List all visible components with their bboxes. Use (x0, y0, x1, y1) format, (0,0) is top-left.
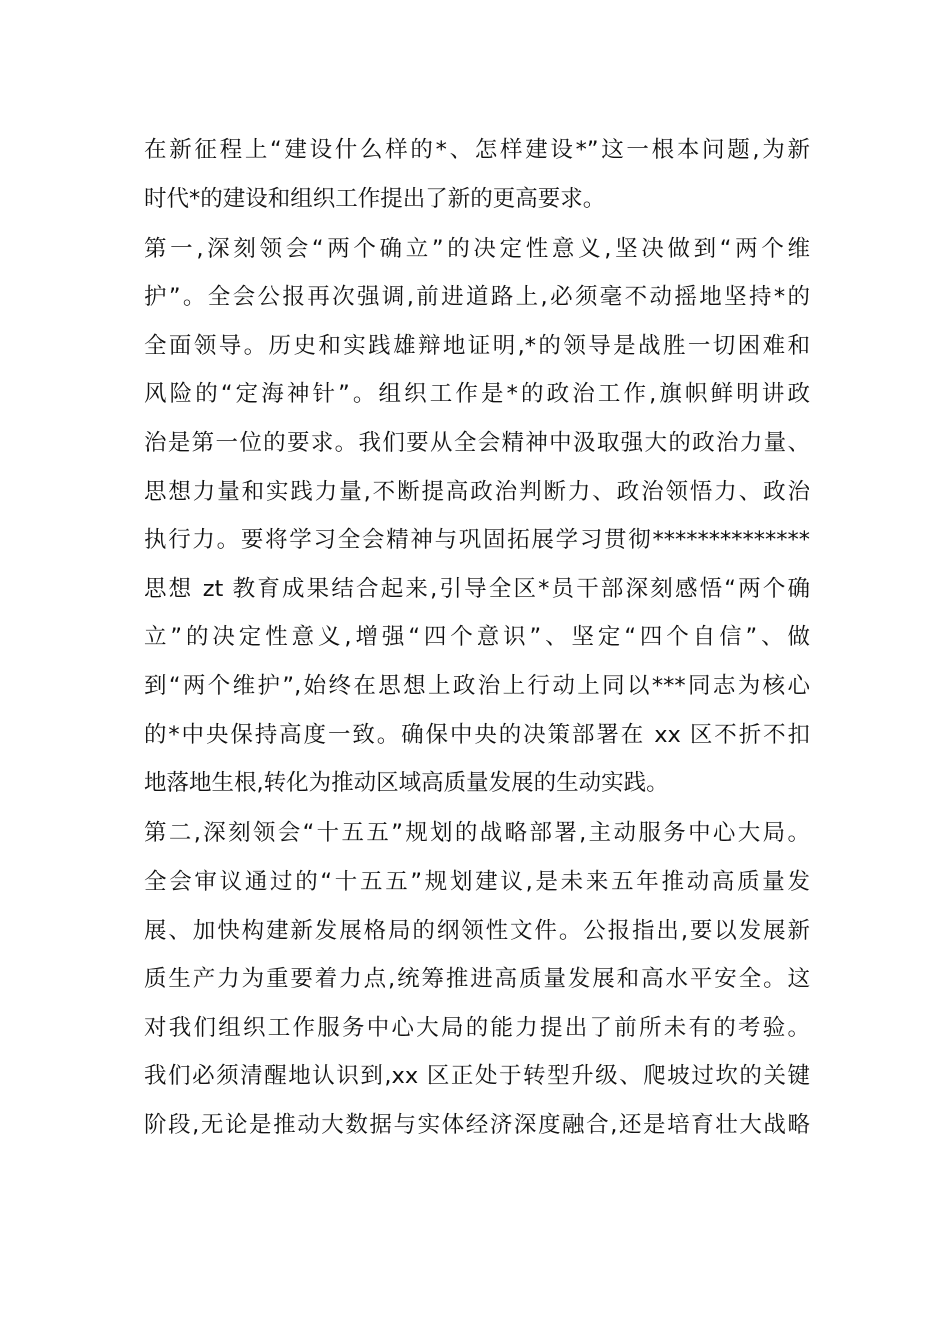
text-line: 对我们组织工作服务中心大局的能力提出了前所未有的考验。 (144, 1014, 810, 1041)
text-line: 护”。全会公报再次强调,前进道路上,必须毫不动摇地坚持*的 (144, 284, 810, 311)
text-line: 全会审议通过的“十五五”规划建议,是未来五年推动高质量发 (144, 868, 810, 895)
text-line: 立”的决定性意义,增强“四个意识”、坚定“四个自信”、做 (144, 624, 810, 651)
text-line: 思想力量和实践力量,不断提高政治判断力、政治领悟力、政治 (144, 478, 810, 505)
text-line: 风险的“定海神针”。组织工作是*的政治工作,旗帜鲜明讲政 (144, 381, 810, 408)
body-text (144, 126, 810, 1149)
text-line: 质生产力为重要着力点,统筹推进高质量发展和高水平安全。这 (144, 966, 810, 993)
text-line: 展、加快构建新发展格局的纲领性文件。公报指出,要以发展新 (144, 917, 810, 944)
text-line: 执行力。要将学习全会精神与巩固拓展学习贯彻************** (144, 527, 810, 554)
text-line: 的*中央保持高度一致。确保中央的决策部署在 xx 区不折不扣 (144, 721, 810, 748)
text-line: 到“两个维护”,始终在思想上政治上行动上同以***同志为核心 (144, 673, 810, 700)
text-line: 时代*的建设和组织工作提出了新的更高要求。 (144, 185, 606, 212)
text-line: 我们必须清醒地认识到,xx 区正处于转型升级、爬坡过坎的关键 (144, 1063, 810, 1090)
text-line: 地落地生根,转化为推动区域高质量发展的生动实践。 (144, 770, 669, 797)
text-line: 第二,深刻领会“十五五”规划的战略部署,主动服务中心大局。 (144, 820, 810, 847)
text-line: 第一,深刻领会“两个确立”的决定性意义,坚决做到“两个维 (144, 235, 810, 262)
text-line: 在新征程上“建设什么样的*、怎样建设*”这一根本问题,为新 (144, 137, 810, 163)
text-line: 阶段,无论是推动大数据与实体经济深度融合,还是培育壮大战略 (144, 1111, 810, 1138)
text-line: 全面领导。历史和实践雄辩地证明,*的领导是战胜一切困难和 (144, 332, 810, 359)
text-line: 思想 zt 教育成果结合起来,引导全区*员干部深刻感悟“两个确 (144, 575, 810, 602)
text-line: 治是第一位的要求。我们要从全会精神中汲取强大的政治力量、 (144, 430, 810, 457)
